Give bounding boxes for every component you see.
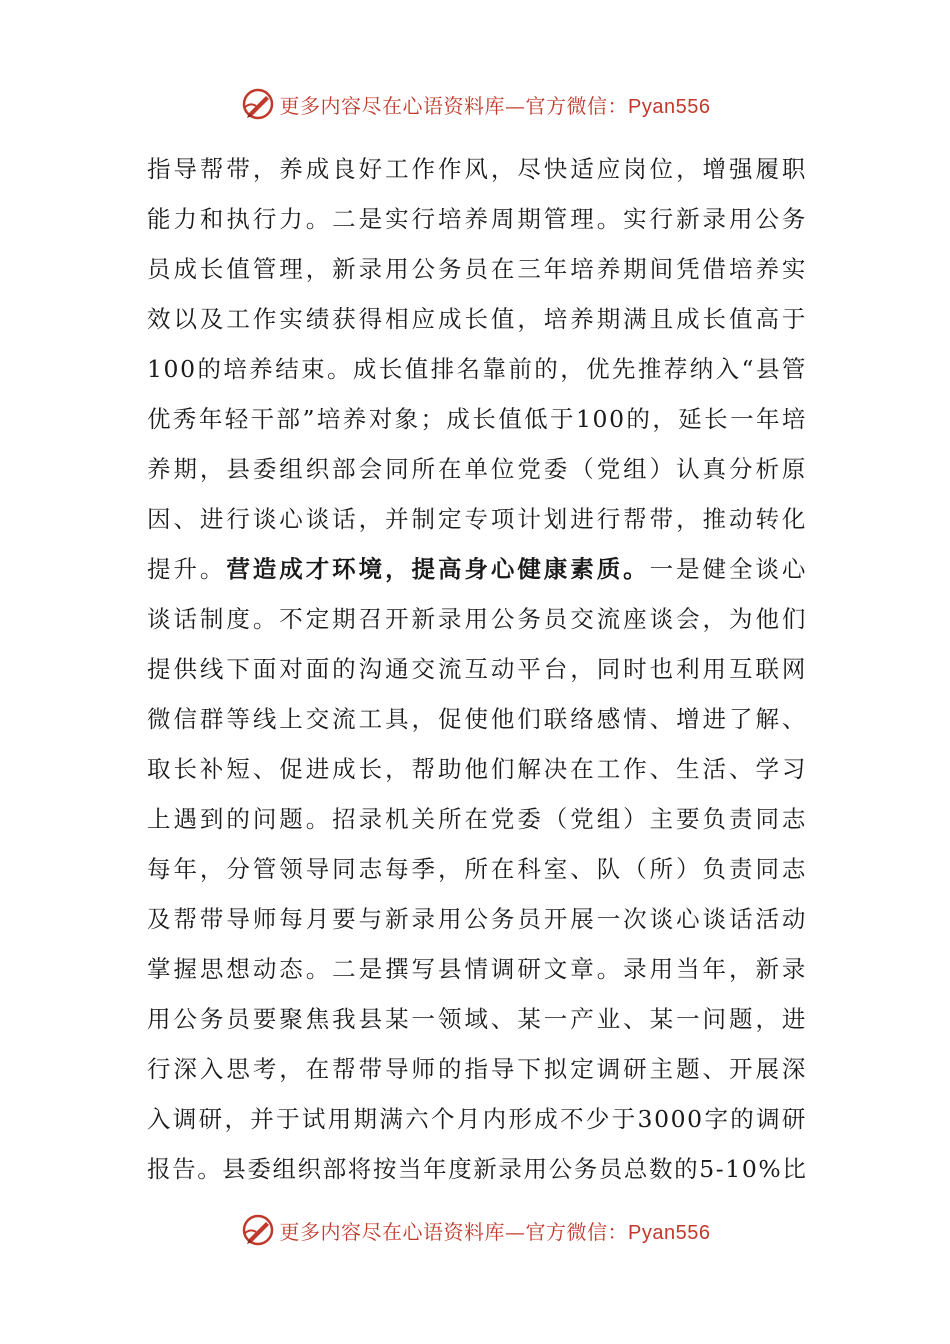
- header-banner: [0, 84, 950, 124]
- text-line: 100的培养结束。成长值排名靠前的，优先推荐纳入“县管: [147, 355, 807, 383]
- text-line: 效以及工作实绩获得相应成长值，培养期满且成长值高于: [147, 305, 807, 333]
- text-line: 用公务员要聚焦我县某一领域、某一产业、某一问题，进: [147, 1005, 807, 1033]
- text-line: 优秀年轻干部”培养对象；成长值低于100的，延长一年培: [147, 405, 807, 433]
- text-line: 提供线下面对面的沟通交流互动平台，同时也利用互联网: [147, 655, 807, 683]
- footer-wechat-id: Pyan556: [628, 1221, 711, 1244]
- text-line: 能力和执行力。二是实行培养周期管理。实行新录用公务: [147, 205, 807, 233]
- text-line: 每年，分管领导同志每季，所在科室、队（所）负责同志: [147, 855, 807, 883]
- pen-logo-icon: [240, 1212, 276, 1248]
- text-line: 及帮带导师每月要与新录用公务员开展一次谈心谈话活动: [147, 905, 807, 933]
- header-banner-text: 更多内容尽在心语资料库—官方微信：Pyan556: [279, 93, 711, 118]
- text-line: 指导帮带，养成良好工作作风，尽快适应岗位，增强履职: [147, 155, 807, 183]
- text-line: 员成长值管理，新录用公务员在三年培养期间凭借培养实: [147, 255, 807, 283]
- text-line: 行深入思考，在帮带导师的指导下拟定调研主题、开展深: [147, 1055, 807, 1083]
- text-segment: 提升。: [147, 555, 227, 583]
- text-line: 入调研，并于试用期满六个月内形成不少于3000字的调研: [147, 1105, 807, 1133]
- document-body: [147, 144, 807, 1194]
- text-segment: 一是健全谈心: [649, 555, 807, 583]
- header-wechat-id: Pyan556: [628, 95, 711, 118]
- text-line: 掌握思想动态。二是撰写县情调研文章。录用当年，新录: [147, 955, 807, 983]
- text-line: 谈话制度。不定期召开新录用公务员交流座谈会，为他们: [147, 605, 807, 633]
- text-line-with-heading: [147, 544, 807, 594]
- text-line: 报告。县委组织部将按当年度新录用公务员总数的5-10%比: [147, 1155, 808, 1183]
- text-line: 取长补短、促进成长，帮助他们解决在工作、生活、学习: [147, 755, 807, 783]
- text-line: 因、进行谈心谈话，并制定专项计划进行帮带，推动转化: [147, 505, 807, 533]
- pen-logo-icon: [240, 86, 276, 122]
- footer-banner: [0, 1210, 950, 1250]
- text-line: 微信群等线上交流工具，促使他们联络感情、增进了解、: [147, 705, 807, 733]
- text-line: 上遇到的问题。招录机关所在党委（党组）主要负责同志: [147, 805, 807, 833]
- footer-banner-text: 更多内容尽在心语资料库—官方微信：Pyan556: [279, 1219, 711, 1244]
- section-heading: 营造成才环境，提高身心健康素质。: [226, 555, 650, 583]
- text-line: 养期，县委组织部会同所在单位党委（党组）认真分析原: [147, 455, 807, 483]
